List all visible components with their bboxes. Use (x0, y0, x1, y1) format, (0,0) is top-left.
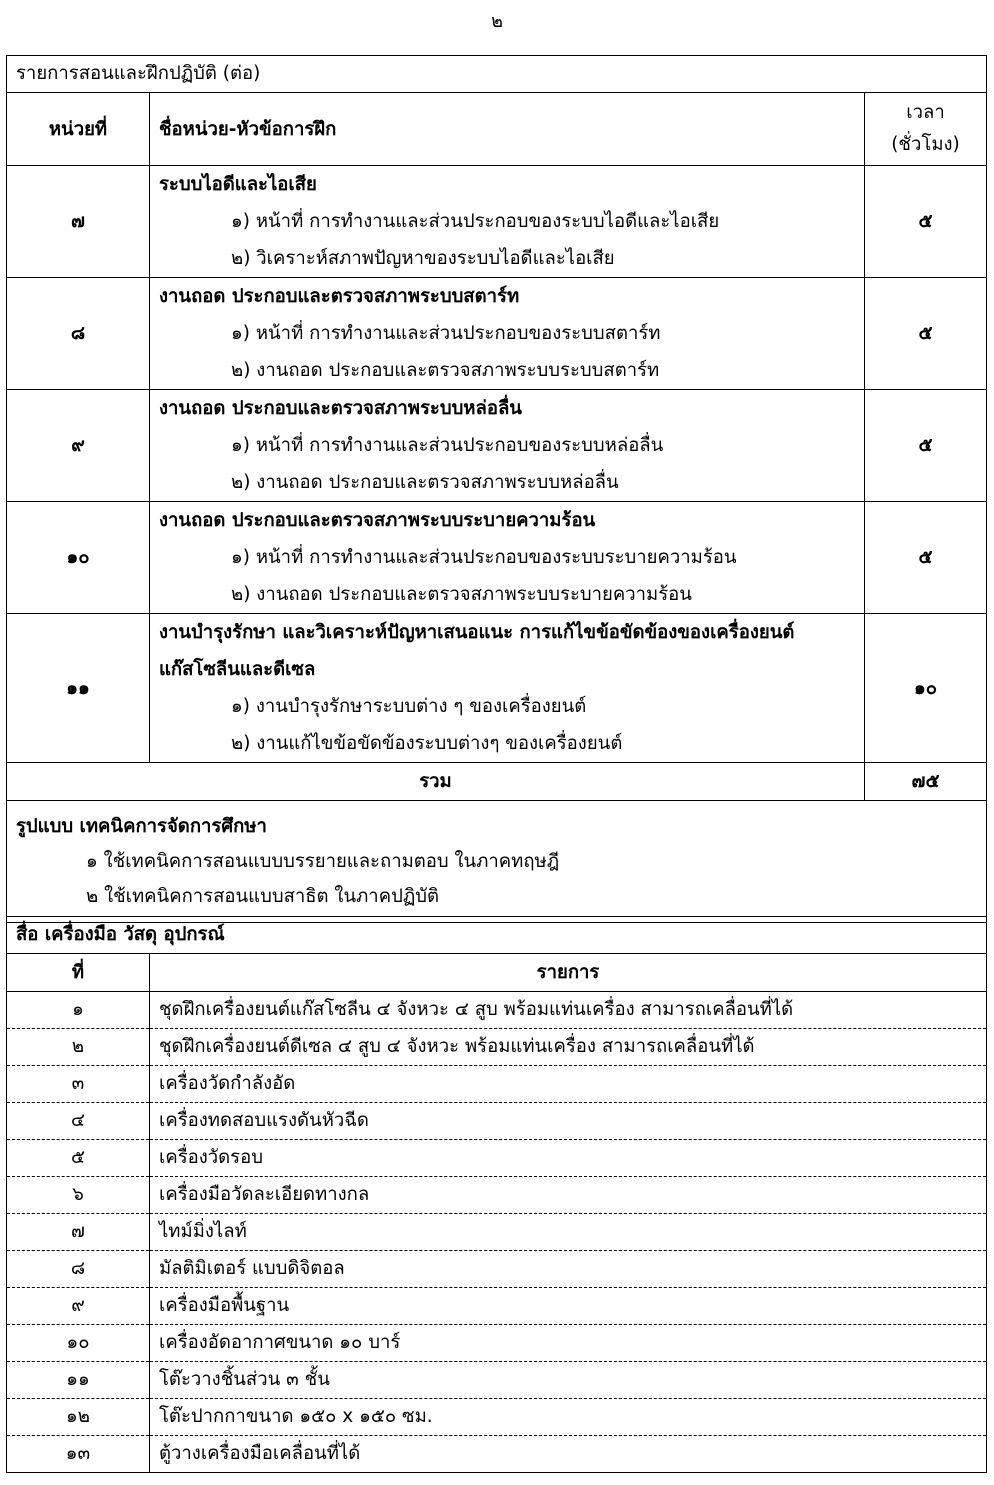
unit-content (150, 166, 865, 278)
page-number: ๒ (491, 11, 503, 32)
material-name: ชุดฝึกเครื่องยนต์ดีเซล ๔ สูบ ๔ จังหวะ พร้อมแท่นเครื่อง สามารถเคลื่อนที่ได้ (150, 1029, 987, 1066)
unit-row (7, 278, 987, 390)
teaching-table (6, 55, 987, 923)
unit-sub-2: ๒) งานแก้ไขข้อขัดข้องระบบต่างๆ ของเครื่องยนต์ (231, 733, 623, 754)
unit-sub-1: ๑) หน้าที่ การทำงานและส่วนประกอบของระบบระบายความร้อน (231, 547, 737, 568)
unit-sub-2: ๒) วิเคราะห์สภาพปัญหาของระบบไอดีและไอเสีย (231, 248, 615, 269)
material-no: ๙ (7, 1288, 150, 1325)
material-name: ตู้วางเครื่องมือเคลื่อนที่ได้ (150, 1436, 987, 1473)
unit-content (150, 278, 865, 390)
method-line: ๒ ใช้เทคนิคการสอนแบบสาธิต ในภาคปฏิบัติ (86, 886, 439, 907)
unit-no: ๑๑ (7, 614, 150, 763)
material-row (7, 1362, 987, 1399)
material-no: ๗ (7, 1214, 150, 1251)
header-unit-no: หน่วยที่ (7, 93, 150, 166)
unit-sub-1: ๑) งานบำรุงรักษาระบบต่าง ๆ ของเครื่องยนต์ (231, 696, 587, 717)
unit-hours: ๕ (865, 278, 987, 390)
material-row (7, 1066, 987, 1103)
unit-title: งานถอด ประกอบและตรวจสภาพระบบระบายความร้อน (159, 510, 596, 531)
material-row (7, 1325, 987, 1362)
teaching-header-row (7, 93, 987, 166)
material-name: เครื่องวัดกำลังอัด (150, 1066, 987, 1103)
materials-table (6, 916, 987, 1473)
material-no: ๓ (7, 1066, 150, 1103)
teaching-section-title: รายการสอนและฝึกปฏิบัติ (ต่อ) (7, 56, 987, 93)
methods-row (7, 801, 987, 923)
material-name: โต๊ะวางชิ้นส่วน ๓ ชั้น (150, 1362, 987, 1399)
unit-no: ๘ (7, 278, 150, 390)
material-no: ๑ (7, 992, 150, 1029)
unit-hours: ๕ (865, 502, 987, 614)
material-name: เครื่องวัดรอบ (150, 1140, 987, 1177)
unit-hours: ๕ (865, 166, 987, 278)
methods-title: รูปแบบ เทคนิคการจัดการศึกษา (16, 816, 267, 837)
material-no: ๖ (7, 1177, 150, 1214)
unit-no: ๗ (7, 166, 150, 278)
total-hours: ๗๕ (865, 763, 987, 801)
material-row (7, 1029, 987, 1066)
material-name: โต๊ะปากกาขนาด ๑๕๐ x ๑๕๐ ซม. (150, 1399, 987, 1436)
total-label: รวม (7, 763, 865, 801)
unit-content (150, 502, 865, 614)
material-no: ๘ (7, 1251, 150, 1288)
material-row (7, 1177, 987, 1214)
material-no: ๑๒ (7, 1399, 150, 1436)
teaching-section-title-row (7, 56, 987, 93)
material-no: ๑๑ (7, 1362, 150, 1399)
material-row (7, 1288, 987, 1325)
unit-title: ระบบไอดีและไอเสีย (159, 174, 317, 195)
material-no: ๑๐ (7, 1325, 150, 1362)
material-row (7, 992, 987, 1029)
unit-row (7, 614, 987, 763)
total-row (7, 763, 987, 801)
material-row (7, 1251, 987, 1288)
unit-hours: ๑๐ (865, 614, 987, 763)
materials-section-title-row (7, 917, 987, 954)
unit-sub-2: ๒) งานถอด ประกอบและตรวจสภาพระบบระบบสตาร์ท (231, 360, 660, 381)
header-time (865, 93, 987, 166)
material-row (7, 1436, 987, 1473)
unit-title: งานบำรุงรักษา และวิเคราะห์ปัญหาเสนอแนะ การแก้ไขข้อขัดข้องของเครื่องยนต์ (159, 622, 795, 643)
header-time-line2: (ชั่วโมง) (891, 134, 960, 155)
material-row (7, 1140, 987, 1177)
unit-sub-1: ๑) หน้าที่ การทำงานและส่วนประกอบของระบบหล่อลื่น (231, 435, 664, 456)
unit-title-line2: แก๊สโซลีนและดีเซล (159, 659, 316, 680)
unit-sub-1: ๑) หน้าที่ การทำงานและส่วนประกอบของระบบสตาร์ท (231, 323, 661, 344)
header-no: ที่ (7, 954, 150, 992)
unit-sub-2: ๒) งานถอด ประกอบและตรวจสภาพระบบระบายความร้อน (231, 584, 692, 605)
unit-no: ๙ (7, 390, 150, 502)
unit-hours: ๕ (865, 390, 987, 502)
unit-sub-2: ๒) งานถอด ประกอบและตรวจสภาพระบบหล่อลื่น (231, 472, 619, 493)
unit-row (7, 502, 987, 614)
material-no: ๔ (7, 1103, 150, 1140)
unit-no: ๑๐ (7, 502, 150, 614)
material-no: ๑๓ (7, 1436, 150, 1473)
material-no: ๒ (7, 1029, 150, 1066)
unit-row (7, 166, 987, 278)
material-name: ชุดฝึกเครื่องยนต์แก๊สโซลีน ๔ จังหวะ ๔ สูบ พร้อมแท่นเครื่อง สามารถเคลื่อนที่ได้ (150, 992, 987, 1029)
header-unit-name: ชื่อหน่วย-หัวข้อการฝึก (150, 93, 865, 166)
material-name: เครื่องทดสอบแรงดันหัวฉีด (150, 1103, 987, 1140)
methods-cell (7, 801, 987, 923)
header-item: รายการ (150, 954, 987, 992)
material-name: เครื่องอัดอากาศขนาด ๑๐ บาร์ (150, 1325, 987, 1362)
material-name: เครื่องมือวัดละเอียดทางกล (150, 1177, 987, 1214)
material-name: มัลติมิเตอร์ แบบดิจิตอล (150, 1251, 987, 1288)
unit-row (7, 390, 987, 502)
materials-section-title: สื่อ เครื่องมือ วัสดุ อุปกรณ์ (7, 917, 987, 954)
unit-content (150, 614, 865, 763)
method-line: ๑ ใช้เทคนิคการสอนแบบบรรยายและถามตอบ ในภาคทฤษฎี (86, 851, 560, 872)
material-name: เครื่องมือพื้นฐาน (150, 1288, 987, 1325)
unit-content (150, 390, 865, 502)
material-row (7, 1214, 987, 1251)
material-no: ๕ (7, 1140, 150, 1177)
unit-title: งานถอด ประกอบและตรวจสภาพระบบสตาร์ท (159, 286, 520, 307)
material-name: ไทม์มิ่งไลท์ (150, 1214, 987, 1251)
unit-sub-1: ๑) หน้าที่ การทำงานและส่วนประกอบของระบบไอดีและไอเสีย (231, 211, 720, 232)
material-row (7, 1103, 987, 1140)
material-row (7, 1399, 987, 1436)
unit-title: งานถอด ประกอบและตรวจสภาพระบบหล่อลื่น (159, 398, 522, 419)
header-time-line1: เวลา (906, 102, 945, 123)
materials-header-row (7, 954, 987, 992)
